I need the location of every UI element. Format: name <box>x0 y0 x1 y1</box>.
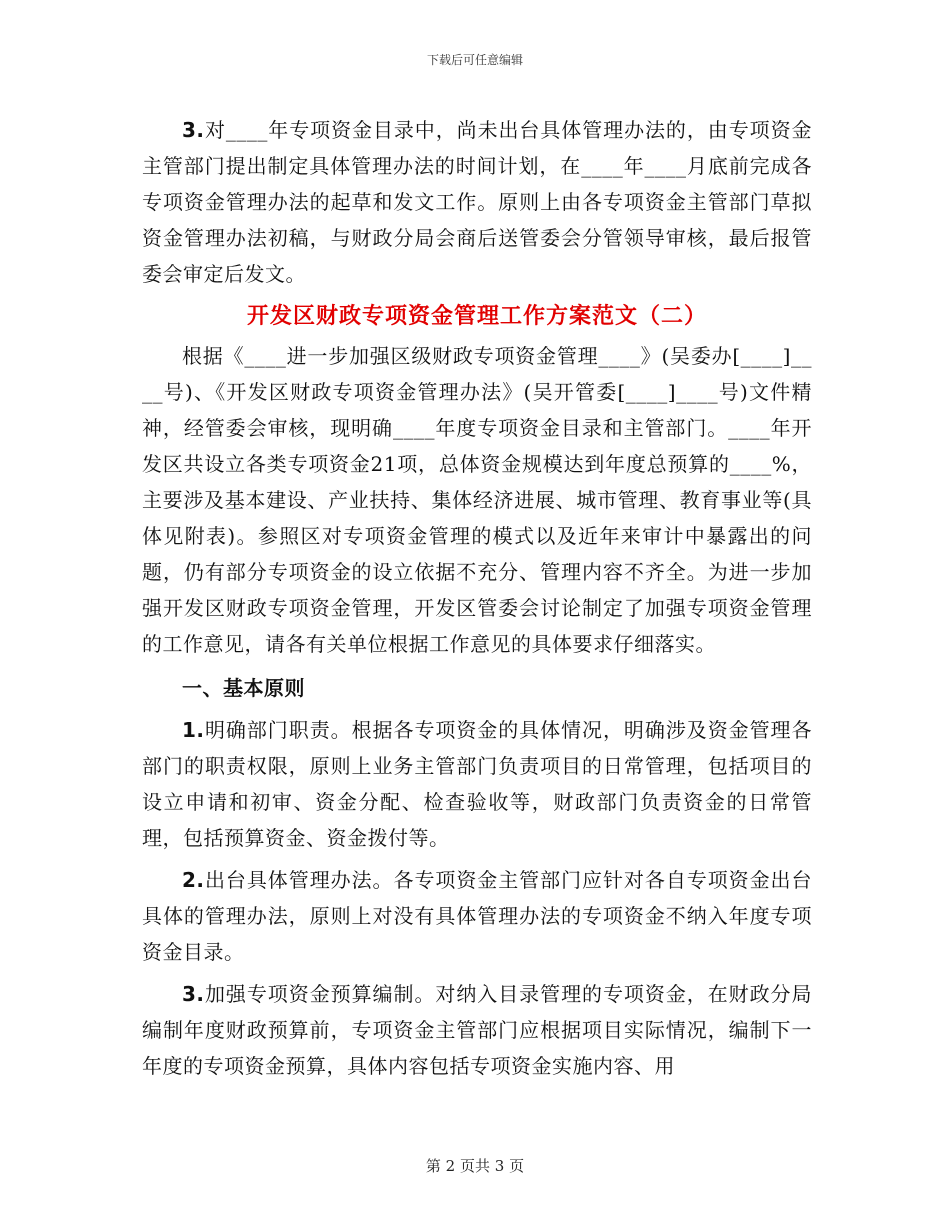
principle-2 <box>142 862 812 970</box>
principle-text: 加强专项资金预算编制。对纳入目录管理的专项资金，在财政分局编制年度财政预算前，专项资金主管部门应根据项目实际情况，编制下一年度的专项资金预算，具体内容包括专项资金实施内容、用 <box>142 982 812 1078</box>
page-footer: 第 2 页共 3 页 <box>425 1157 525 1175</box>
paragraph-number: 3. <box>182 118 205 142</box>
header-note: 下载后可任意编辑 <box>426 53 523 67</box>
paragraph-text: 对____年专项资金目录中，尚未出台具体管理办法的，由专项资金主管部门提出制定具体管理办法的时间计划，在____年____月底前完成各专项资金管理办法的起草和发文工作。原则上由各专项资金主管部门草拟资金管理办法初稿，与财政分局会商后送管委会分管领导审核，最后报管委会审定后发文。 <box>142 118 812 286</box>
heading-basic-principles: 一、基本原则 <box>182 676 305 700</box>
principle-3 <box>142 976 812 1084</box>
paragraph-top-3 <box>142 112 812 292</box>
principle-number: 3. <box>182 982 205 1006</box>
principle-number: 1. <box>182 718 205 742</box>
principle-number: 2. <box>182 868 205 892</box>
document-body <box>142 112 812 1084</box>
intro-paragraph: 根据《____进一步加强区级财政专项资金管理____》(吴委办[____]____号)、《开发区财政专项资金管理办法》(吴开管委[____]____号)文件精神，经管委会审核，现明确____年度专项资金目录和主管部门。____年开发区共设立各类专项资金21项，总体资金规模达到年度总预算的____%，主要涉及基本建设、产业扶持、集体经济进展、城市管理、教育事业等(具体见附表)。参照区对专项资金管理的模式以及近年来审计中暴露出的问题，仍有部分专项资金的设立依据不充分、管理内容不齐全。为进一步加强开发区财政专项资金管理，开发区管委会讨论制定了加强专项资金管理的工作意见，请各有关单位根据工作意见的具体要求仔细落实。 <box>142 344 812 656</box>
section-title: 开发区财政专项资金管理工作方案范文（二） <box>246 303 707 329</box>
principle-text: 明确部门职责。根据各专项资金的具体情况，明确涉及资金管理各部门的职责权限，原则上业务主管部门负责项目的日常管理，包括项目的设立申请和初审、资金分配、检查验收等，财政部门负责资金的日常管理，包括预算资金、资金拨付等。 <box>142 718 812 850</box>
principle-text: 出台具体管理办法。各专项资金主管部门应针对各自专项资金出台具体的管理办法，原则上对没有具体管理办法的专项资金不纳入年度专项资金目录。 <box>142 868 812 964</box>
principle-1 <box>142 712 812 856</box>
